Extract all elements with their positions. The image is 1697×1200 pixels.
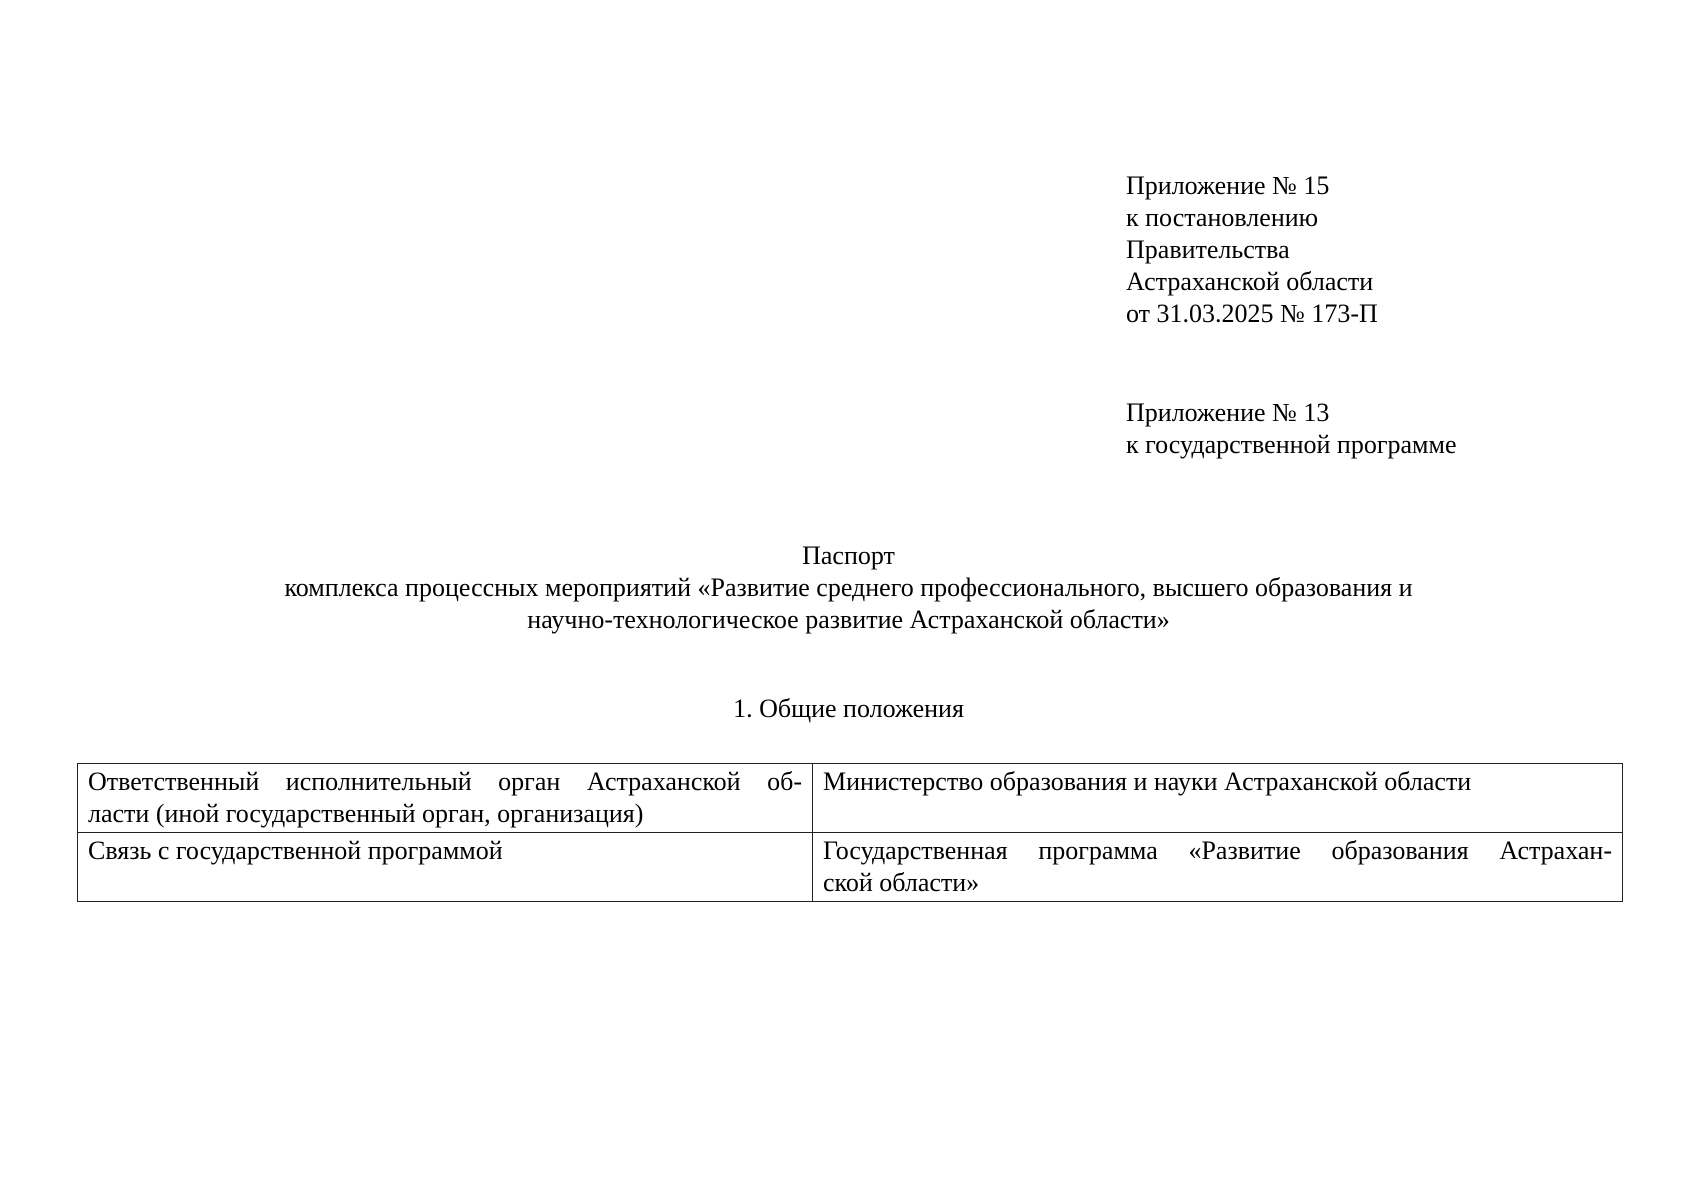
table-cell-label	[78, 764, 813, 833]
section-heading: 1. Общие положения	[733, 694, 964, 723]
general-provisions-table	[77, 763, 1623, 902]
title-line: Паспорт	[802, 541, 895, 570]
appendix-13-line: Приложение № 13	[1126, 398, 1330, 427]
table-row	[78, 764, 1623, 833]
title-line: комплекса процессных мероприятий «Развитие среднего профессионального, высшего образования и	[284, 573, 1413, 602]
appendix-13-header	[1126, 397, 1457, 461]
appendix-15-line: от 31.03.2025 № 173-П	[1126, 299, 1378, 328]
appendix-15-line: к постановлению	[1126, 203, 1319, 232]
table-cell-label	[78, 833, 813, 902]
title-line: научно-технологическое развитие Астраханской области»	[527, 605, 1170, 634]
appendix-15-line: Приложение № 15	[1126, 171, 1330, 200]
appendix-13-line: к государственной программе	[1126, 430, 1457, 459]
appendix-15-line: Астраханской области	[1126, 267, 1374, 296]
table-cell-value	[813, 764, 1623, 833]
table-cell-value	[813, 833, 1623, 902]
table-row	[78, 833, 1623, 902]
cell-line: ласти (иной государственный орган, организация)	[88, 799, 644, 828]
cell-line: Связь с государственной программой	[88, 836, 503, 865]
document-title	[0, 540, 1697, 636]
cell-line: ской области»	[823, 868, 980, 897]
cell-line: Государственная программа «Развитие образования Астрахан-	[823, 836, 1612, 865]
appendix-15-line: Правительства	[1126, 235, 1290, 264]
cell-line: Министерство образования и науки Астраханской области	[823, 767, 1472, 796]
cell-line: Ответственный исполнительный орган Астраханской об-	[88, 767, 802, 796]
appendix-15-header	[1126, 170, 1378, 330]
